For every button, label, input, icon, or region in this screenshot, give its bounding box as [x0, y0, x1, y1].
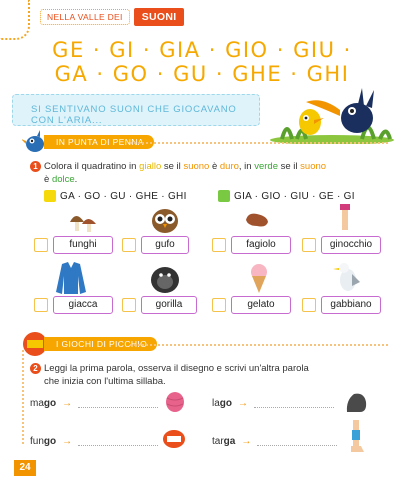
color-checkbox[interactable] — [212, 238, 226, 252]
subtitle-banner — [12, 94, 260, 126]
chapter-tag: SUONI — [134, 8, 185, 26]
color-checkbox[interactable] — [302, 238, 316, 252]
word-start: ma — [30, 398, 44, 409]
word-card-ginocchio[interactable] — [302, 236, 381, 254]
chain-item-1 — [30, 398, 158, 409]
yarn-ball-icon — [164, 390, 186, 414]
word-label: fagiolo — [231, 236, 291, 254]
page-number: 24 — [14, 460, 36, 476]
word-card-giacca[interactable] — [34, 296, 113, 314]
subtitle-text: SI SENTIVANO SUONI CHE GIOCAVANO CON L'ARIA... — [31, 104, 237, 126]
word-last-syllable: go — [219, 398, 233, 409]
teeth-icon — [162, 428, 186, 450]
instr-text: se il — [277, 161, 301, 172]
instruction-1 — [30, 160, 390, 173]
color-checkbox[interactable] — [34, 238, 48, 252]
answer-line[interactable] — [78, 400, 158, 408]
word-start: tar — [212, 436, 224, 447]
word-start: fun — [30, 436, 44, 447]
instruction-2 — [30, 362, 390, 375]
gorilla-icon — [148, 262, 182, 294]
green-word: verde — [254, 161, 278, 172]
word-last-syllable: ga — [223, 436, 236, 447]
exercise-number: 2 — [30, 363, 41, 374]
section2-divider — [130, 344, 388, 346]
word-card-gelato[interactable] — [212, 296, 291, 314]
answer-line[interactable] — [254, 400, 334, 408]
instr-text: , in — [238, 161, 255, 172]
owl-icon — [148, 206, 182, 234]
page-title-line1: GE · GI · GIA · GIO · GIU · — [52, 38, 352, 62]
word-label: gabbiano — [321, 296, 381, 314]
arrow-icon: → — [62, 436, 73, 447]
word-card-gabbiano[interactable] — [302, 296, 381, 314]
color-checkbox[interactable] — [34, 298, 48, 312]
color-checkbox[interactable] — [122, 298, 136, 312]
word-label: gelato — [231, 296, 291, 314]
legend-soft — [218, 190, 355, 202]
word-last-syllable: go — [43, 398, 57, 409]
page-title-line2: GA · GO · GU · GHE · GHI — [54, 62, 350, 86]
instruction-2-cont: che inizia con l'ultima sillaba. — [44, 376, 166, 387]
word-label: ginocchio — [321, 236, 381, 254]
hard-word: duro — [219, 161, 239, 172]
sound-word: suono — [183, 161, 210, 172]
chain-item-4 — [212, 436, 337, 447]
word-card-gorilla[interactable] — [122, 296, 197, 314]
green-swatch — [218, 190, 230, 202]
word-card-funghi[interactable] — [34, 236, 113, 254]
word-label: giacca — [53, 296, 113, 314]
word-label: gorilla — [141, 296, 197, 314]
section1-title: IN PUNTA DI PENNA — [44, 135, 154, 149]
mushroom-icon — [66, 206, 100, 234]
section1-divider — [130, 142, 388, 144]
chapter-prefix: NELLA VALLE DEI — [40, 9, 130, 25]
legend-soft-text: GIA · GIO · GIU · GE · GI — [234, 190, 355, 202]
word-label: gufo — [141, 236, 189, 254]
header-decoration — [0, 0, 30, 40]
arrow-icon: → — [62, 398, 73, 409]
section2-title: I GIOCHI DI PICCHIO — [44, 337, 157, 351]
chapter-header — [40, 8, 184, 26]
word-card-gufo[interactable] — [122, 236, 189, 254]
ice-cream-icon — [242, 262, 276, 294]
leg-icon — [346, 420, 366, 454]
answer-line[interactable] — [78, 438, 158, 446]
birds-illustration — [262, 84, 402, 144]
section2-side-decoration — [22, 350, 24, 444]
legend-hard-text: GA · GO · GU · GHE · GHI — [60, 190, 187, 202]
rock-icon — [344, 390, 368, 414]
soft-word: dolce — [51, 174, 75, 185]
instr-text: Leggi la prima parola, osserva il disegno e scrivi un'altra parola — [44, 363, 309, 374]
instruction-1-cont — [44, 173, 77, 186]
exercise-number: 1 — [30, 161, 41, 172]
word-card-fagiolo[interactable] — [212, 236, 291, 254]
legend-hard — [44, 190, 187, 202]
color-checkbox[interactable] — [302, 298, 316, 312]
yellow-word: giallo — [139, 161, 162, 172]
arrow-icon: → — [238, 398, 249, 409]
chain-item-3 — [30, 436, 158, 447]
color-checkbox[interactable] — [122, 238, 136, 252]
sound-word: suono — [300, 161, 327, 172]
bean-icon — [240, 206, 274, 234]
yellow-swatch — [44, 190, 56, 202]
knee-icon — [328, 204, 362, 232]
jacket-icon — [54, 260, 88, 296]
instr-text: è — [209, 161, 220, 172]
word-last-syllable: go — [43, 436, 57, 447]
chain-item-2 — [212, 398, 334, 409]
word-label: funghi — [53, 236, 113, 254]
instr-text: è — [44, 174, 52, 185]
instr-text: se il — [161, 161, 184, 172]
instr-text: . — [74, 174, 78, 185]
color-checkbox[interactable] — [212, 298, 226, 312]
seagull-icon — [330, 260, 364, 296]
instr-text: Colora il quadratino in — [44, 161, 140, 172]
word-start: la — [212, 398, 220, 409]
arrow-icon: → — [241, 436, 252, 447]
answer-line[interactable] — [257, 438, 337, 446]
